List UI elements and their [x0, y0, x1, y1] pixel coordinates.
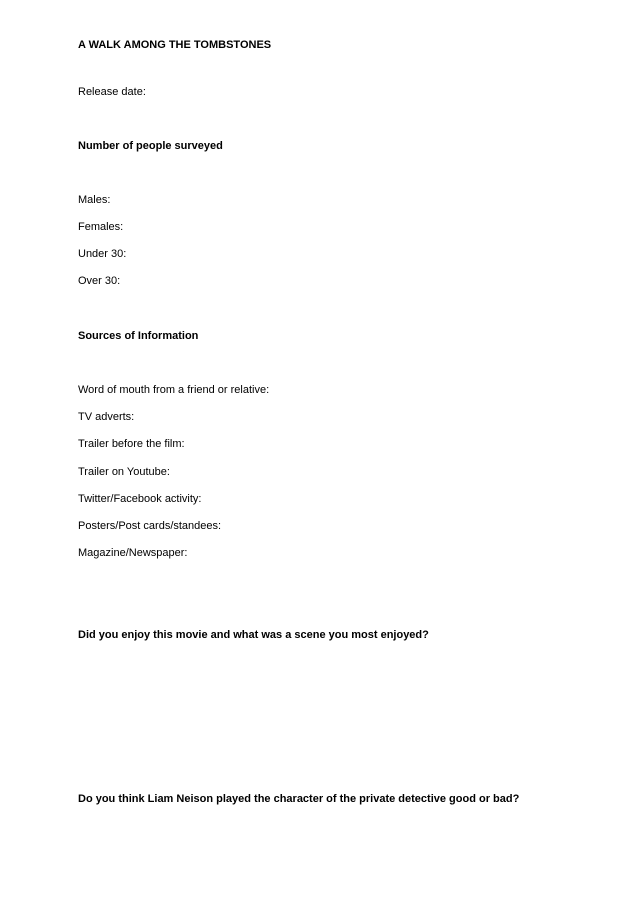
surveyed-heading: Number of people surveyed — [78, 140, 223, 152]
release-date-label: Release date: — [78, 86, 146, 98]
source-item: TV adverts: — [78, 411, 135, 423]
source-item: Magazine/Newspaper: — [78, 547, 188, 559]
document-title: A WALK AMONG THE TOMBSTONES — [78, 39, 272, 51]
source-item: Word of mouth from a friend or relative: — [78, 384, 270, 396]
source-item: Trailer before the film: — [78, 438, 185, 450]
sources-heading: Sources of Information — [78, 330, 199, 342]
question-enjoy: Did you enjoy this movie and what was a scene you most enjoyed? — [78, 629, 429, 641]
under-30-label: Under 30: — [78, 248, 127, 260]
males-label: Males: — [78, 194, 111, 206]
source-item: Posters/Post cards/standees: — [78, 520, 222, 532]
females-label: Females: — [78, 221, 124, 233]
source-item: Twitter/Facebook activity: — [78, 493, 202, 505]
over-30-label: Over 30: — [78, 275, 121, 287]
question-liam-neeson: Do you think Liam Neison played the character of the private detective good or bad? — [78, 793, 520, 805]
source-item: Trailer on Youtube: — [78, 466, 170, 478]
